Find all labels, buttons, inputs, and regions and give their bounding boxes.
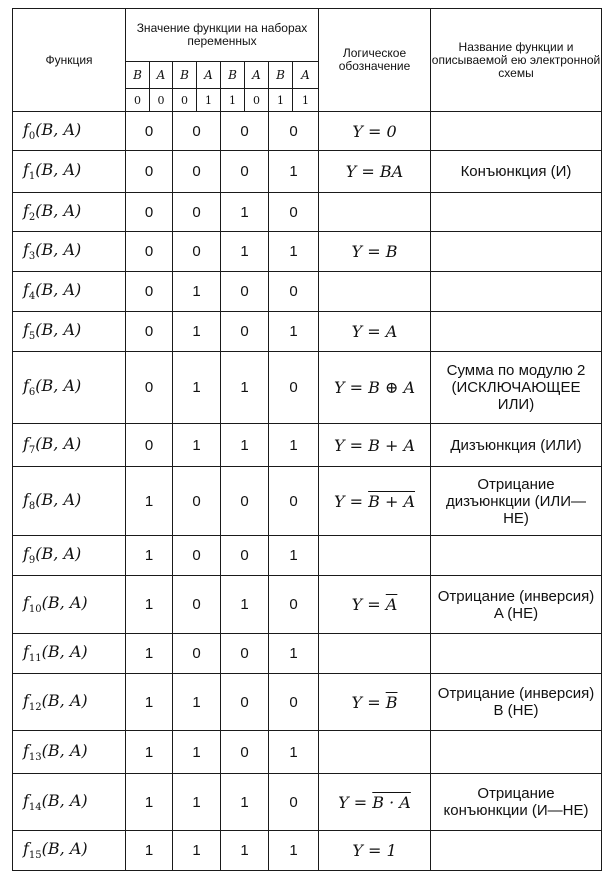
function-args: (B, A) xyxy=(35,280,82,300)
logic-notation xyxy=(319,193,431,232)
var-value-a: 1 xyxy=(293,89,319,112)
function-args: (B, A) xyxy=(41,642,88,662)
table-row xyxy=(13,731,602,774)
table-row xyxy=(13,467,602,536)
notation-text: Y = 0 xyxy=(352,121,397,141)
function-value: 0 xyxy=(269,352,319,424)
function-name xyxy=(431,312,602,352)
function-value: 0 xyxy=(173,112,221,151)
function-args: (B, A) xyxy=(41,740,88,760)
var-value-a: 0 xyxy=(245,89,269,112)
function-index: 14 xyxy=(28,802,42,814)
function-args: (B, A) xyxy=(35,119,82,139)
table-row xyxy=(13,232,602,272)
function-symbol: f xyxy=(23,642,29,662)
function-value: 0 xyxy=(221,312,269,352)
function-name xyxy=(431,232,602,272)
function-symbol: f xyxy=(23,320,29,340)
function-args: (B, A) xyxy=(35,433,82,453)
table-row xyxy=(13,312,602,352)
table-row xyxy=(13,352,602,424)
function-value: 0 xyxy=(173,536,221,576)
function-value: 0 xyxy=(269,193,319,232)
notation-negated: B + A xyxy=(368,491,416,511)
table-row xyxy=(13,576,602,634)
function-value: 0 xyxy=(173,232,221,272)
function-value: 1 xyxy=(173,731,221,774)
logic-notation xyxy=(319,467,431,536)
function-cell xyxy=(13,232,126,272)
function-value: 0 xyxy=(269,467,319,536)
table-row xyxy=(13,112,602,151)
notation-text: Y = xyxy=(351,595,386,614)
header-function: Функция xyxy=(13,9,126,112)
function-cell xyxy=(13,272,126,312)
function-value: 0 xyxy=(173,193,221,232)
function-value: 1 xyxy=(269,634,319,674)
header-values: Значение функции на наборах переменных xyxy=(126,9,319,62)
logic-notation xyxy=(319,112,431,151)
function-value: 0 xyxy=(126,272,173,312)
function-args: (B, A) xyxy=(35,544,82,564)
function-value: 0 xyxy=(269,774,319,831)
function-symbol: f xyxy=(23,433,29,453)
function-name: Конъюнкция (И) xyxy=(431,151,602,193)
function-name: Отрицание (инверсия) B (НЕ) xyxy=(431,674,602,731)
function-index: 3 xyxy=(28,251,36,263)
function-value: 0 xyxy=(221,151,269,193)
function-value: 1 xyxy=(221,352,269,424)
function-cell xyxy=(13,112,126,151)
logic-notation xyxy=(319,272,431,312)
var-label-a: A xyxy=(197,62,221,89)
function-value: 0 xyxy=(221,112,269,151)
notation-text: Y = xyxy=(333,491,369,511)
notation-text: Y = B ⊕ A xyxy=(333,378,416,397)
function-index: 5 xyxy=(28,331,36,343)
function-value: 1 xyxy=(173,312,221,352)
function-value: 1 xyxy=(173,774,221,831)
notation-text: Y = A xyxy=(351,322,398,341)
function-value: 0 xyxy=(269,272,319,312)
notation-negated: B · A xyxy=(372,792,411,812)
var-label-a: A xyxy=(245,62,269,89)
function-value: 0 xyxy=(269,674,319,731)
header-notation: Логическое обозначение xyxy=(319,9,431,112)
function-args: (B, A) xyxy=(35,489,82,509)
function-args: (B, A) xyxy=(41,690,88,710)
var-value-a: 0 xyxy=(150,89,173,112)
notation-text: Y = 1 xyxy=(352,841,397,860)
table-row xyxy=(13,536,602,576)
function-cell xyxy=(13,774,126,831)
function-symbol: f xyxy=(23,200,29,220)
function-cell xyxy=(13,674,126,731)
function-symbol: f xyxy=(23,690,29,710)
notation-negated: $\overline{B}$ xyxy=(385,692,398,712)
function-value: 1 xyxy=(126,731,173,774)
function-name: Отрицание (инверсия) A (НЕ) xyxy=(431,576,602,634)
function-value: 1 xyxy=(269,731,319,774)
function-value: 1 xyxy=(173,272,221,312)
function-index: 6 xyxy=(28,387,36,399)
function-symbol: f xyxy=(23,280,29,300)
function-value: 1 xyxy=(221,232,269,272)
function-cell xyxy=(13,193,126,232)
function-args: (B, A) xyxy=(35,200,82,220)
notation-text: Y = B xyxy=(351,242,398,261)
function-index: 11 xyxy=(28,653,42,665)
function-symbol: f xyxy=(23,119,29,139)
function-value: 0 xyxy=(126,193,173,232)
function-args: (B, A) xyxy=(41,839,88,859)
function-value: 0 xyxy=(126,352,173,424)
function-symbol: f xyxy=(23,544,29,564)
function-value: 1 xyxy=(126,831,173,871)
function-value: 0 xyxy=(173,634,221,674)
notation-negated: $\overline{A}$ xyxy=(385,595,398,614)
function-index: 1 xyxy=(28,171,36,183)
function-symbol: f xyxy=(23,839,29,859)
function-cell xyxy=(13,634,126,674)
var-value-b: 1 xyxy=(221,89,245,112)
function-symbol: f xyxy=(23,376,29,396)
function-value: 0 xyxy=(173,467,221,536)
function-value: 0 xyxy=(221,634,269,674)
function-name xyxy=(431,112,602,151)
logic-notation xyxy=(319,731,431,774)
function-value: 0 xyxy=(269,576,319,634)
function-value: 0 xyxy=(126,232,173,272)
var-label-b: B xyxy=(221,62,245,89)
function-cell xyxy=(13,312,126,352)
function-value: 1 xyxy=(221,774,269,831)
logic-notation xyxy=(319,232,431,272)
logic-notation xyxy=(319,576,431,634)
function-name: Сумма по модулю 2 (ИСКЛЮЧАЮЩЕЕ ИЛИ) xyxy=(431,352,602,424)
function-value: 1 xyxy=(173,831,221,871)
logic-notation xyxy=(319,151,431,193)
header-name: Название функции и описываемой ею электронной схемы xyxy=(431,9,602,112)
function-args: (B, A) xyxy=(35,240,82,260)
function-name xyxy=(431,634,602,674)
function-value: 0 xyxy=(221,731,269,774)
function-name: Отрицание дизъюнкции (ИЛИ—НЕ) xyxy=(431,467,602,536)
function-index: 15 xyxy=(28,850,42,862)
function-name xyxy=(431,193,602,232)
function-value: 0 xyxy=(126,424,173,467)
var-label-b: B xyxy=(126,62,150,89)
function-name xyxy=(431,731,602,774)
table-row xyxy=(13,424,602,467)
logic-notation xyxy=(319,424,431,467)
logic-notation xyxy=(319,634,431,674)
notation-text: Y = BA xyxy=(345,162,404,181)
function-index: 0 xyxy=(28,131,36,143)
function-value: 1 xyxy=(269,151,319,193)
function-value: 1 xyxy=(126,674,173,731)
notation-text: Y = B + A xyxy=(333,435,416,455)
function-index: 13 xyxy=(28,752,42,764)
function-value: 0 xyxy=(221,272,269,312)
function-args: (B, A) xyxy=(41,790,88,810)
var-label-b: B xyxy=(269,62,293,89)
function-index: 7 xyxy=(28,445,36,457)
logic-notation xyxy=(319,536,431,576)
function-name: Дизъюнкция (ИЛИ) xyxy=(431,424,602,467)
function-value: 1 xyxy=(269,831,319,871)
logic-notation xyxy=(319,352,431,424)
var-label-a: A xyxy=(150,62,173,89)
function-value: 1 xyxy=(269,424,319,467)
function-name: Отрицание конъюнкции (И—НЕ) xyxy=(431,774,602,831)
function-value: 0 xyxy=(221,467,269,536)
function-index: 9 xyxy=(28,555,36,567)
function-value: 0 xyxy=(173,576,221,634)
function-cell xyxy=(13,536,126,576)
var-value-b: 0 xyxy=(173,89,197,112)
function-value: 0 xyxy=(126,151,173,193)
logic-notation xyxy=(319,774,431,831)
function-value: 1 xyxy=(221,424,269,467)
logic-notation xyxy=(319,674,431,731)
function-name xyxy=(431,272,602,312)
var-value-a: 1 xyxy=(197,89,221,112)
table-row xyxy=(13,774,602,831)
function-symbol: f xyxy=(23,790,29,810)
function-cell xyxy=(13,424,126,467)
var-value-b: 0 xyxy=(126,89,150,112)
var-label-a: A xyxy=(293,62,319,89)
function-value: 0 xyxy=(173,151,221,193)
truth-table xyxy=(12,8,602,871)
function-value: 1 xyxy=(221,193,269,232)
function-value: 0 xyxy=(221,674,269,731)
function-value: 1 xyxy=(269,232,319,272)
logic-notation xyxy=(319,312,431,352)
var-label-b: B xyxy=(173,62,197,89)
function-index: 10 xyxy=(28,604,42,616)
function-value: 1 xyxy=(126,467,173,536)
function-cell xyxy=(13,352,126,424)
notation-text: Y = xyxy=(351,692,386,712)
function-index: 4 xyxy=(28,291,36,303)
table-row xyxy=(13,674,602,731)
function-value: 1 xyxy=(173,674,221,731)
function-value: 1 xyxy=(221,831,269,871)
function-args: (B, A) xyxy=(35,320,82,340)
function-value: 1 xyxy=(173,352,221,424)
function-args: (B, A) xyxy=(35,376,82,396)
function-value: 1 xyxy=(173,424,221,467)
function-index: 8 xyxy=(28,501,36,513)
table-row xyxy=(13,634,602,674)
function-cell xyxy=(13,576,126,634)
function-index: 2 xyxy=(28,212,36,224)
function-value: 1 xyxy=(221,576,269,634)
function-value: 1 xyxy=(126,536,173,576)
function-symbol: f xyxy=(23,593,29,613)
function-args: (B, A) xyxy=(35,160,82,180)
function-value: 1 xyxy=(269,312,319,352)
function-value: 0 xyxy=(126,312,173,352)
table-row xyxy=(13,193,602,232)
function-cell xyxy=(13,731,126,774)
function-value: 0 xyxy=(126,112,173,151)
function-value: 1 xyxy=(126,576,173,634)
var-value-b: 1 xyxy=(269,89,293,112)
table-row xyxy=(13,151,602,193)
function-args: (B, A) xyxy=(41,593,88,613)
function-index: 12 xyxy=(28,702,42,714)
function-value: 0 xyxy=(269,112,319,151)
function-symbol: f xyxy=(23,160,29,180)
function-symbol: f xyxy=(23,740,29,760)
function-cell xyxy=(13,467,126,536)
table-row xyxy=(13,272,602,312)
function-name xyxy=(431,536,602,576)
notation-text: Y = xyxy=(338,792,373,812)
function-symbol: f xyxy=(23,240,29,260)
function-cell xyxy=(13,151,126,193)
function-value: 1 xyxy=(269,536,319,576)
function-value: 1 xyxy=(126,774,173,831)
function-value: 0 xyxy=(221,536,269,576)
function-symbol: f xyxy=(23,489,29,509)
function-value: 1 xyxy=(126,634,173,674)
